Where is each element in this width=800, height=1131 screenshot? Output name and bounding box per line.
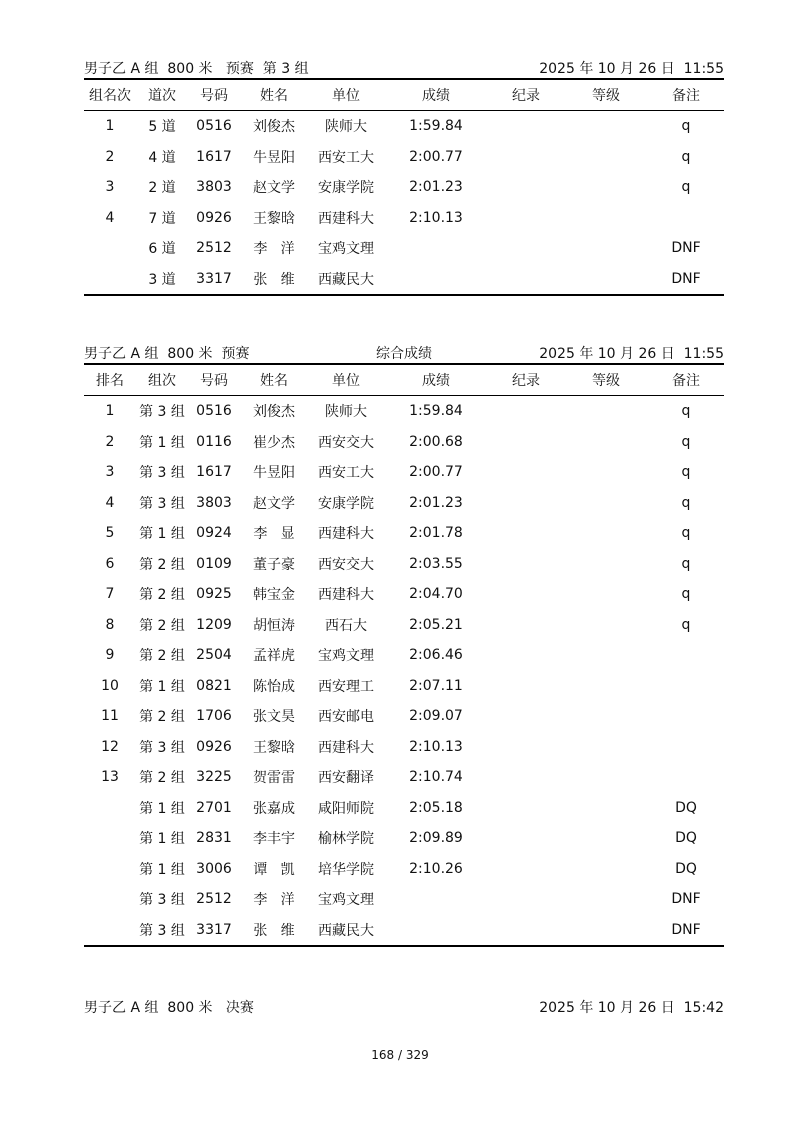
cell-lane-or-heat: 第 2 组	[139, 587, 185, 604]
table-row	[84, 854, 724, 885]
cell-name: 谭 凯	[253, 861, 295, 878]
section2-results-table	[84, 363, 724, 947]
cell-lane-or-heat: 第 1 组	[139, 831, 185, 848]
cell-team: 西建科大	[318, 526, 374, 543]
cell-record	[488, 518, 564, 549]
cell-grade	[564, 427, 648, 458]
cell-remark: DQ	[675, 799, 697, 816]
cell-team: 西安交大	[318, 434, 374, 451]
section1-event-title: 男子乙 A 组 800 米 预赛 第 3 组	[84, 61, 309, 77]
cell-record	[488, 915, 564, 947]
table-row	[84, 640, 724, 671]
cell-record	[488, 233, 564, 264]
cell-remark: DNF	[671, 891, 701, 908]
cell-name: 韩宝金	[253, 587, 295, 604]
cell-lane-or-heat: 第 1 组	[139, 678, 185, 695]
cell-name: 刘俊杰	[253, 119, 295, 136]
cell-remark: q	[681, 555, 691, 572]
cell-remark	[648, 732, 724, 763]
cell-bib: 1706	[196, 708, 232, 725]
cell-remark: q	[681, 403, 691, 420]
cell-team: 宝鸡文理	[318, 648, 374, 665]
cell-name: 王黎晗	[253, 739, 295, 756]
cell-result: 2:10.13	[409, 738, 463, 755]
column-header-rank: 排名	[84, 364, 136, 396]
column-header-bib: 号码	[188, 79, 240, 111]
cell-name: 董子豪	[253, 556, 295, 573]
cell-record	[488, 579, 564, 610]
page-number: 168 / 329	[371, 1048, 429, 1062]
cell-result: 1:59.84	[409, 118, 463, 135]
cell-team: 西建科大	[318, 587, 374, 604]
cell-team: 西安交大	[318, 556, 374, 573]
cell-team: 西石大	[325, 617, 367, 634]
cell-bib: 3317	[188, 915, 240, 947]
table-row	[84, 233, 724, 264]
cell-remark	[648, 762, 724, 793]
cell-team: 西安工大	[318, 465, 374, 482]
cell-bib: 2701	[196, 799, 232, 816]
cell-result: 2:00.77	[409, 464, 463, 481]
column-header-rank: 组名次	[84, 79, 136, 111]
cell-result: 2:01.78	[409, 525, 463, 542]
cell-name: 张嘉成	[253, 800, 295, 817]
cell-result	[384, 264, 488, 296]
table-row	[84, 518, 724, 549]
cell-grade	[564, 640, 648, 671]
table-row	[84, 457, 724, 488]
cell-bib: 0926	[196, 209, 232, 226]
cell-record	[488, 640, 564, 671]
column-header-name: 姓名	[240, 364, 308, 396]
cell-name: 陈怡成	[253, 678, 295, 695]
cell-result: 2:00.77	[409, 148, 463, 165]
cell-record	[488, 457, 564, 488]
table-row	[84, 488, 724, 519]
table-row	[84, 610, 724, 641]
table-row	[84, 671, 724, 702]
cell-team: 西安理工	[318, 678, 374, 695]
cell-record	[488, 172, 564, 203]
cell-grade	[564, 701, 648, 732]
cell-remark: q	[681, 118, 691, 135]
cell-rank	[84, 793, 136, 824]
cell-lane-or-heat: 第 3 组	[136, 915, 188, 947]
cell-lane-or-heat: 2 道	[148, 180, 176, 197]
cell-record	[488, 793, 564, 824]
cell-name: 李 洋	[253, 892, 295, 909]
cell-grade	[564, 854, 648, 885]
cell-result: 2:01.23	[409, 179, 463, 196]
cell-remark: q	[681, 148, 691, 165]
column-header-grade: 等级	[564, 79, 648, 111]
cell-team: 安康学院	[318, 180, 374, 197]
cell-bib: 0116	[196, 433, 232, 450]
cell-team: 西藏民大	[308, 915, 384, 947]
cell-remark: DNF	[671, 240, 701, 257]
cell-rank: 3	[105, 179, 115, 196]
section2-datetime: 2025 年 10 月 26 日 11:55	[539, 346, 724, 362]
column-header-name: 姓名	[240, 79, 308, 111]
cell-grade	[564, 549, 648, 580]
cell-name: 贺雷雷	[253, 770, 295, 787]
cell-name: 张 维	[240, 915, 308, 947]
cell-bib: 2504	[196, 647, 232, 664]
cell-rank	[84, 915, 136, 947]
cell-grade	[564, 793, 648, 824]
table-header-row	[84, 364, 724, 396]
cell-record	[488, 732, 564, 763]
cell-grade	[564, 610, 648, 641]
cell-bib: 0926	[196, 738, 232, 755]
cell-rank	[84, 884, 136, 915]
cell-team: 咸阳师院	[318, 800, 374, 817]
cell-record	[488, 884, 564, 915]
cell-lane-or-heat: 第 2 组	[139, 556, 185, 573]
cell-team: 西建科大	[318, 210, 374, 227]
cell-team: 西建科大	[318, 739, 374, 756]
cell-rank: 2	[105, 433, 115, 450]
cell-name: 李 洋	[253, 241, 295, 258]
table-row	[84, 172, 724, 203]
cell-remark: DQ	[675, 830, 697, 847]
cell-grade	[564, 671, 648, 702]
cell-bib: 1209	[196, 616, 232, 633]
cell-remark: q	[681, 179, 691, 196]
cell-lane-or-heat: 第 2 组	[139, 617, 185, 634]
column-header-bib: 号码	[188, 364, 240, 396]
cell-result: 2:05.18	[409, 799, 463, 816]
cell-lane-or-heat: 第 3 组	[139, 404, 185, 421]
column-header-lane-or-heat: 道次	[136, 79, 188, 111]
cell-team: 宝鸡文理	[318, 892, 374, 909]
section3-event-title: 男子乙 A 组 800 米 决赛	[84, 1000, 254, 1016]
cell-lane-or-heat: 6 道	[148, 241, 176, 258]
cell-remark: q	[681, 433, 691, 450]
cell-result: 1:59.84	[409, 403, 463, 420]
cell-lane-or-heat: 第 1 组	[139, 800, 185, 817]
column-header-team: 单位	[308, 79, 384, 111]
cell-grade	[564, 518, 648, 549]
cell-bib: 2512	[196, 891, 232, 908]
cell-rank: 12	[101, 738, 119, 755]
table-row	[84, 549, 724, 580]
cell-lane-or-heat: 第 2 组	[139, 770, 185, 787]
cell-result: 2:01.23	[409, 494, 463, 511]
cell-grade	[564, 915, 648, 947]
cell-rank: 6	[105, 555, 115, 572]
cell-bib: 2512	[196, 240, 232, 257]
cell-name: 王黎晗	[253, 210, 295, 227]
cell-result: 2:06.46	[409, 647, 463, 664]
cell-name: 刘俊杰	[253, 404, 295, 421]
cell-result: 2:07.11	[409, 677, 463, 694]
cell-grade	[564, 884, 648, 915]
cell-bib: 3225	[196, 769, 232, 786]
cell-lane-or-heat: 7 道	[148, 210, 176, 227]
cell-bib: 0925	[196, 586, 232, 603]
cell-rank: 11	[101, 708, 119, 725]
cell-record	[488, 111, 564, 142]
cell-record	[488, 701, 564, 732]
cell-grade	[564, 203, 648, 234]
cell-remark	[648, 640, 724, 671]
cell-lane-or-heat: 第 1 组	[139, 526, 185, 543]
cell-lane-or-heat: 第 3 组	[139, 465, 185, 482]
cell-lane-or-heat: 3 道	[136, 264, 188, 296]
table-row	[84, 203, 724, 234]
section1-header	[84, 58, 724, 76]
cell-team: 陕师大	[325, 404, 367, 421]
cell-rank: 10	[101, 677, 119, 694]
cell-remark	[648, 701, 724, 732]
cell-team: 西安邮电	[318, 709, 374, 726]
cell-record	[488, 427, 564, 458]
cell-name: 李丰宇	[253, 831, 295, 848]
cell-grade	[564, 142, 648, 173]
table-row	[84, 823, 724, 854]
table-header-row	[84, 79, 724, 111]
cell-rank: 4	[105, 209, 115, 226]
cell-record	[488, 854, 564, 885]
cell-grade	[564, 396, 648, 427]
cell-lane-or-heat: 第 3 组	[139, 495, 185, 512]
cell-lane-or-heat: 5 道	[148, 119, 176, 136]
cell-lane-or-heat: 第 1 组	[139, 434, 185, 451]
column-header-result: 成绩	[384, 364, 488, 396]
table-row	[84, 732, 724, 763]
cell-result: 2:10.26	[409, 860, 463, 877]
cell-bib: 3006	[196, 860, 232, 877]
cell-result: 2:04.70	[409, 586, 463, 603]
cell-name: 张 维	[240, 264, 308, 296]
cell-rank: 7	[105, 586, 115, 603]
cell-rank: 9	[105, 647, 115, 664]
cell-bib: 1617	[196, 148, 232, 165]
cell-result: 2:00.68	[409, 433, 463, 450]
cell-name: 孟祥虎	[253, 648, 295, 665]
cell-name: 牛昱阳	[253, 465, 295, 482]
section1-datetime: 2025 年 10 月 26 日 11:55	[539, 61, 724, 77]
cell-grade	[564, 823, 648, 854]
cell-lane-or-heat: 第 3 组	[139, 892, 185, 909]
cell-team: 西安翻译	[318, 770, 374, 787]
cell-remark: q	[681, 586, 691, 603]
cell-team: 榆林学院	[318, 831, 374, 848]
cell-team: 陕师大	[325, 119, 367, 136]
column-header-record: 纪录	[488, 364, 564, 396]
cell-bib: 1617	[196, 464, 232, 481]
cell-record	[488, 671, 564, 702]
cell-name: 牛昱阳	[253, 149, 295, 166]
cell-bib: 3803	[196, 179, 232, 196]
cell-lane-or-heat: 第 1 组	[139, 861, 185, 878]
cell-rank	[84, 233, 136, 264]
cell-lane-or-heat: 第 2 组	[139, 709, 185, 726]
cell-grade	[564, 762, 648, 793]
cell-result: 2:03.55	[409, 555, 463, 572]
cell-result: 2:10.13	[409, 209, 463, 226]
cell-remark: DNF	[648, 264, 724, 296]
column-header-lane-or-heat: 组次	[136, 364, 188, 396]
cell-result: 2:10.74	[409, 769, 463, 786]
cell-rank	[84, 823, 136, 854]
table-row	[84, 142, 724, 173]
cell-record	[488, 762, 564, 793]
cell-remark: q	[681, 494, 691, 511]
cell-result	[384, 915, 488, 947]
cell-record	[488, 396, 564, 427]
cell-bib: 0516	[196, 403, 232, 420]
cell-result	[384, 884, 488, 915]
cell-record	[488, 823, 564, 854]
table-row	[84, 427, 724, 458]
section2-header	[84, 343, 724, 361]
cell-remark: DNF	[648, 915, 724, 947]
section3-header	[84, 997, 724, 1015]
cell-result: 2:05.21	[409, 616, 463, 633]
cell-rank: 13	[101, 769, 119, 786]
cell-name: 崔少杰	[253, 434, 295, 451]
cell-record	[488, 203, 564, 234]
cell-rank: 8	[105, 616, 115, 633]
cell-bib: 3803	[196, 494, 232, 511]
cell-record	[488, 488, 564, 519]
cell-name: 李 显	[253, 526, 295, 543]
cell-bib: 3317	[188, 264, 240, 296]
cell-lane-or-heat: 第 3 组	[139, 739, 185, 756]
cell-record	[488, 549, 564, 580]
cell-bib: 2831	[196, 830, 232, 847]
table-row	[84, 884, 724, 915]
cell-remark: q	[681, 525, 691, 542]
cell-grade	[564, 457, 648, 488]
cell-record	[488, 610, 564, 641]
table-row	[84, 579, 724, 610]
cell-result: 2:09.07	[409, 708, 463, 725]
cell-rank: 3	[105, 464, 115, 481]
cell-remark	[648, 671, 724, 702]
cell-team: 西安工大	[318, 149, 374, 166]
cell-rank: 4	[105, 494, 115, 511]
cell-name: 胡恒涛	[253, 617, 295, 634]
cell-remark: DQ	[675, 860, 697, 877]
column-header-grade: 等级	[564, 364, 648, 396]
cell-team: 安康学院	[318, 495, 374, 512]
cell-grade	[564, 233, 648, 264]
table-body	[84, 396, 724, 947]
cell-bib: 0821	[196, 677, 232, 694]
section2-event-title: 男子乙 A 组 800 米 预赛	[84, 346, 250, 362]
cell-team: 西藏民大	[308, 264, 384, 296]
column-header-team: 单位	[308, 364, 384, 396]
cell-lane-or-heat: 4 道	[148, 149, 176, 166]
table-row	[84, 396, 724, 427]
cell-grade	[564, 172, 648, 203]
cell-team: 培华学院	[318, 861, 374, 878]
cell-name: 赵文学	[253, 180, 295, 197]
column-header-remark: 备注	[648, 79, 724, 111]
cell-grade	[564, 732, 648, 763]
cell-rank: 5	[105, 525, 115, 542]
table-body	[84, 111, 724, 296]
section2-subtitle: 综合成绩	[376, 346, 432, 362]
cell-record	[488, 264, 564, 296]
table-row	[84, 793, 724, 824]
cell-result: 2:09.89	[409, 830, 463, 847]
cell-lane-or-heat: 第 2 组	[139, 648, 185, 665]
cell-rank: 1	[105, 403, 115, 420]
table-row	[84, 762, 724, 793]
cell-bib: 0924	[196, 525, 232, 542]
cell-remark: q	[681, 616, 691, 633]
column-header-result: 成绩	[384, 79, 488, 111]
cell-bib: 0109	[196, 555, 232, 572]
table-row	[84, 264, 724, 296]
cell-bib: 0516	[196, 118, 232, 135]
cell-name: 赵文学	[253, 495, 295, 512]
cell-grade	[564, 264, 648, 296]
cell-rank	[84, 854, 136, 885]
cell-grade	[564, 488, 648, 519]
table-row	[84, 915, 724, 947]
column-header-record: 纪录	[488, 79, 564, 111]
section3-datetime: 2025 年 10 月 26 日 15:42	[539, 1000, 724, 1016]
cell-rank: 2	[105, 148, 115, 165]
cell-rank	[84, 264, 136, 296]
cell-grade	[564, 111, 648, 142]
column-header-remark: 备注	[648, 364, 724, 396]
cell-remark	[648, 203, 724, 234]
cell-grade	[564, 579, 648, 610]
cell-record	[488, 142, 564, 173]
section1-results-table	[84, 78, 724, 296]
table-row	[84, 111, 724, 142]
cell-remark: q	[681, 464, 691, 481]
cell-team: 宝鸡文理	[318, 241, 374, 258]
cell-result	[384, 233, 488, 264]
cell-name: 张文昊	[253, 709, 295, 726]
table-row	[84, 701, 724, 732]
cell-rank: 1	[105, 118, 115, 135]
